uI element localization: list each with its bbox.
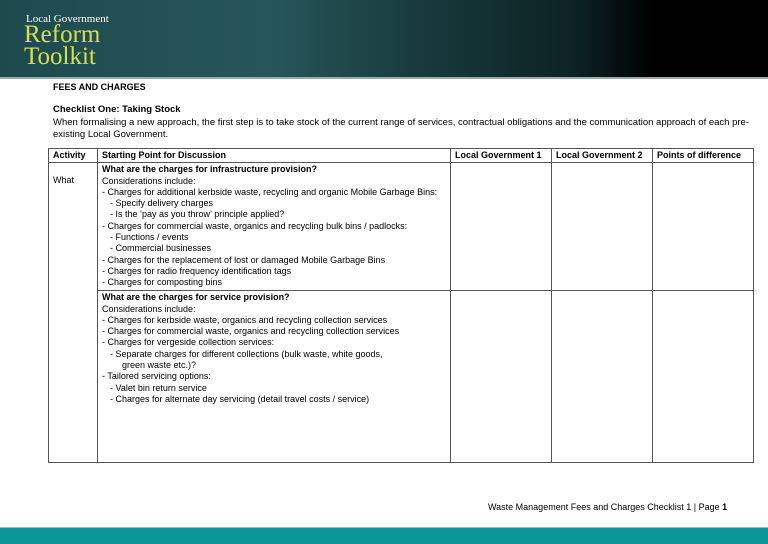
intro-text: When formalising a new approach, the first step is to take stock of the current range of services, contractual obligations and the communication approach of each pre-existing Local Government. <box>53 117 749 140</box>
table-row <box>49 163 754 291</box>
footer-bar <box>0 527 768 544</box>
lg1-cell[interactable] <box>451 163 552 291</box>
activity-label: What <box>53 175 75 186</box>
list-item: - Is the ‘pay as you throw’ principle applied? <box>110 209 285 220</box>
discussion-cell <box>98 291 451 463</box>
col-activity: Activity <box>49 149 98 163</box>
list-item: - Separate charges for different collections (bulk waste, white goods, green waste etc.)? <box>110 348 383 371</box>
header-row <box>49 149 754 163</box>
logo-text: Local Government <box>26 13 109 25</box>
list-item: - Charges for kerbside waste, organics and recycling collection services <box>102 314 388 325</box>
list-item: - Valet bin return service <box>110 382 207 393</box>
list-item: - Functions / events <box>110 232 189 243</box>
col-discussion: Starting Point for Discussion <box>98 149 451 163</box>
list-item: - Charges for composting bins <box>102 277 223 288</box>
list-item: - Specify delivery charges <box>110 198 214 209</box>
list-item: - Charges for the replacement of lost or damaged Mobile Garbage Bins <box>102 254 386 265</box>
col-lg2: Local Government 2 <box>552 149 653 163</box>
points-cell[interactable] <box>653 163 754 291</box>
col-lg1: Local Government 1 <box>451 149 552 163</box>
list-item: - Charges for vergeside collection services: <box>102 337 275 348</box>
activity-cell <box>49 163 98 463</box>
col-points: Points of difference <box>653 149 754 163</box>
checklist-title: Checklist One: Taking Stock <box>53 104 181 115</box>
row-heading: What are the charges for service provision? <box>102 292 290 303</box>
logo-word-1: Reform <box>24 21 101 48</box>
logo-word-2: Toolkit <box>24 43 96 70</box>
logo <box>24 21 101 70</box>
header-banner <box>0 0 768 79</box>
points-cell[interactable] <box>653 291 754 463</box>
table-row <box>49 291 754 463</box>
list-item: - Charges for additional kerbside waste, recycling and organic Mobile Garbage Bins: <box>102 186 438 197</box>
list-item: - Charges for commercial waste, organics and recycling bulk bins / padlocks: <box>102 220 408 231</box>
footer-text: Waste Management Fees and Charges Checklist 1 | Page <box>488 502 720 512</box>
list-item: - Charges for commercial waste, organics and recycling collection services <box>102 326 400 337</box>
discussion-cell <box>98 163 451 291</box>
list-item: - Tailored servicing options: <box>102 371 211 382</box>
page-number: 1 <box>722 502 728 512</box>
lg1-cell[interactable] <box>451 291 552 463</box>
page-footer <box>488 502 727 512</box>
doc-title: FEES AND CHARGES <box>53 82 146 92</box>
list-item: - Charges for alternate day servicing (detail travel costs / service) <box>110 393 370 404</box>
list-item: Considerations include: <box>102 175 196 186</box>
lg2-cell[interactable] <box>552 163 653 291</box>
checklist-table <box>48 148 754 463</box>
row-heading: What are the charges for infrastructure provision? <box>102 164 318 175</box>
lg2-cell[interactable] <box>552 291 653 463</box>
list-item: Considerations include: <box>102 303 196 314</box>
list-item: - Commercial businesses <box>110 243 212 254</box>
list-item: - Charges for radio frequency identification tags <box>102 265 292 276</box>
